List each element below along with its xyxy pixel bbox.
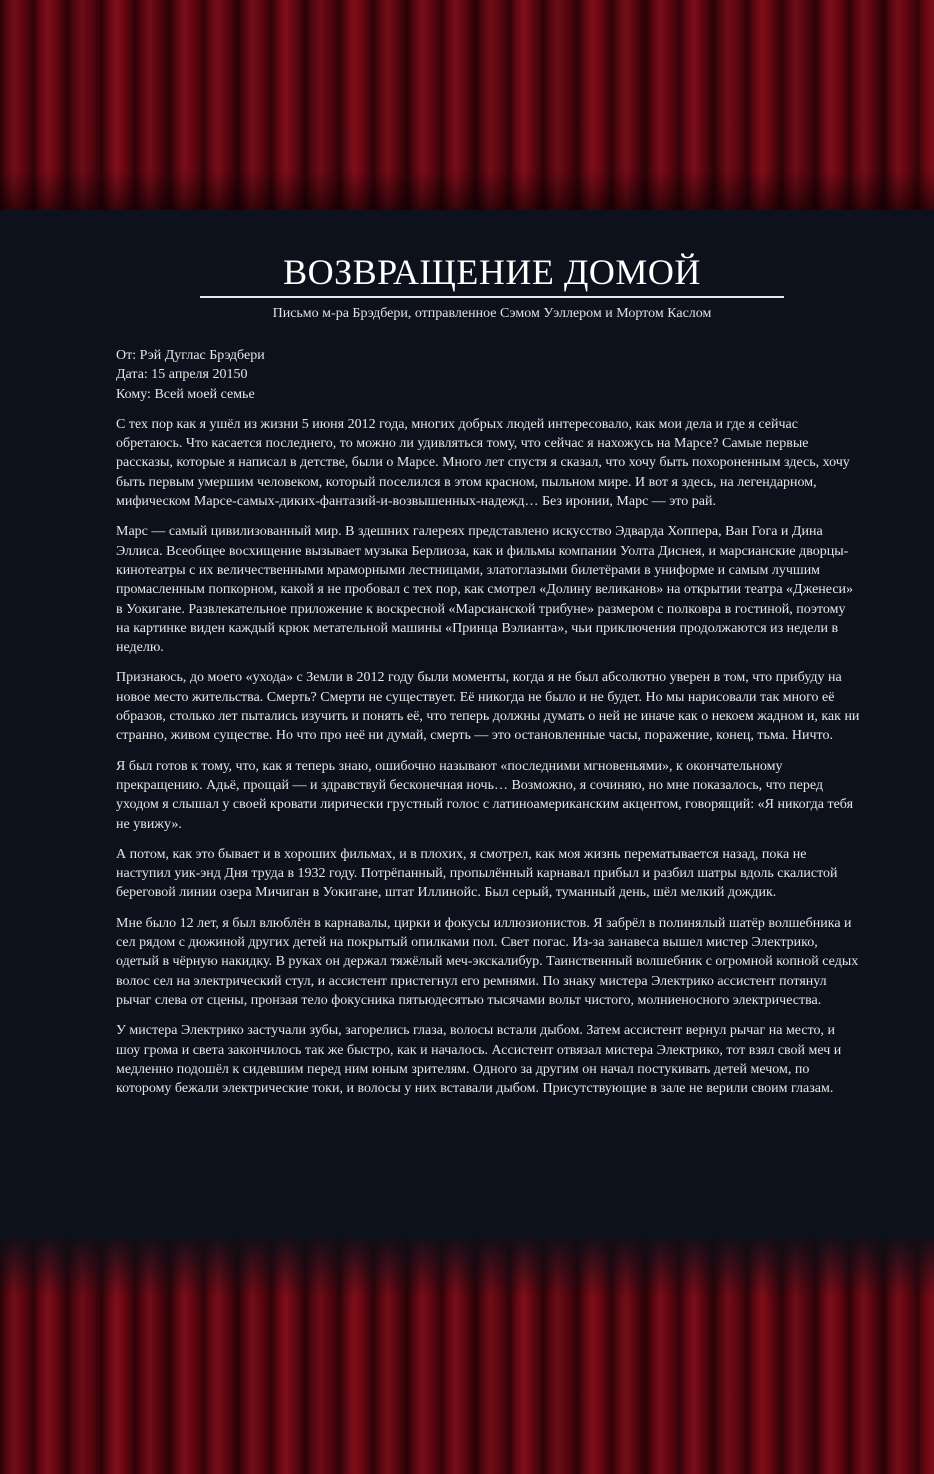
page-subtitle: Письмо м-ра Брэдбери, отправленное Сэмом Уэллером и Мортом Каслом <box>272 306 712 321</box>
title-divider <box>200 296 784 298</box>
paragraph-5: А потом, как это бывает и в хороших фильмах, и в плохих, я смотрел, как моя жизнь перематывается назад, пока не наступил уик-энд Дня труда в 1932 году. Потрёпанный, пропылённый карнавал прибыл и разбил шатры вдоль скалистой береговой линии озера Мичиган в Уокигане, штат Иллинойс. Был серый, туманный день, шёл мелкий дождик. <box>116 846 838 901</box>
page-title: ВОЗВРАЩЕНИЕ ДОМОЙ <box>283 252 701 292</box>
paragraph-4: Я был готов к тому, что, как я теперь знаю, ошибочно называют «последними мгновеньями», к окончательному прекращению. Адьё, прощай — и здравствуй бесконечная ночь… Возможно, я сочиняю, но мне показалось, что перед уходом я слышал у своей кровати лирически грустный голос с латиноамериканским акцентом, говорящий: «Я никогда тебя не увижу». <box>116 758 854 832</box>
paragraph-1: С тех пор как я ушёл из жизни 5 июня 2012 года, многих добрых людей интересовало, как мои дела и где я сейчас обретаюсь. Что касается последнего, то можно ли удивляться тому, что сейчас я нахожусь на Марсе? Самые первые рассказы, которые я написал в детстве, были о Марсе. Много лет спустя я сказал, что хочу быть похороненным здесь, хочу быть первым умершим человеком, который поселился в этом красном, пыльном мире. И вот я здесь, на легендарном, мифическом Марсе-самых-диких-фантазий-и-возвышенных-надежд… Без иронии, Марс — это рай. <box>116 416 850 510</box>
letter-from: От: Рэй Дуглас Брэдбери <box>116 348 265 363</box>
paragraph-2: Марс — самый цивилизованный мир. В здешних галереях представлено искусство Эдварда Хоппера, Ван Гога и Дина Эллиса. Всеобщее восхищение вызывает музыка Берлиоза, как и фильмы компании Уолта Диснея, и марсианские дворцы-кинотеатры с их величественными мраморными лестницами, златоглазыми билетёрами в униформе и самым лучшим промасленным попкорном, какой я не пробовал с тех пор, как смотрел «Долину великанов» на открытии театра «Дженеси» в Уокигане. Развлекательное приложение к воскресной «Марсианской трибуне» размером с полковра в гостиной, поэтому на картинке виден каждый крюк метательной машины «Принца Вэлианта», чьи приключения продолжаются из недели в неделю. <box>116 524 854 656</box>
paragraph-6: Мне было 12 лет, я был влюблён в карнавалы, цирки и фокусы иллюзионистов. Я забрёл в полинялый шатёр волшебника и сел рядом с дюжиной других детей на покрытый опилками пол. Свет погас. Из-за занавеса вышел мистер Электрико, одетый в чёрную накидку. В руках он держал тяжёлый меч-экскалибур. Таинственный волшебник с огромной копной седых волос сел на электрический стул, и ассистент пристегнул его ремнями. По знаку мистера Электрико ассистент потянул рычаг слева от сцены, пронзая тело фокусника пятьюдесятью тысячами вольт чистого, молниеносного электричества. <box>116 915 859 1008</box>
letter-date: Дата: 15 апреля 20150 <box>116 367 248 383</box>
curtain-top-image <box>0 0 934 210</box>
letter-header <box>116 346 862 404</box>
letter-to: Кому: Всей моей семье <box>116 386 255 402</box>
letter-body <box>116 346 862 1109</box>
curtain-bottom-image <box>0 1238 934 1474</box>
paragraph-7: У мистера Электрико застучали зубы, загорелись глаза, волосы встали дыбом. Затем ассистент вернул рычаг на место, и шоу грома и света закончилось так же быстро, как и началось. Ассистент отвязал мистера Электрико, тот взял свой меч и медленно подошёл к сидевшим перед ним юным зрителям. Одного за другим он начал постукивать детей мечом, по которому бежали электрические токи, и волосы у них вставали дыбом. Присутствующие в зале не верили своим глазам. <box>116 1023 842 1097</box>
paragraph-3: Признаюсь, до моего «ухода» с Земли в 2012 году были моменты, когда я не был абсолютно уверен в том, что прибуду на новое место жительства. Смерть? Смерти не существует. Её никогда не было и не будет. Но мы нарисовали так много её образов, столько лет пытались изучить и понять её, что теперь должны думать о ней не иначе как о некоем жадном и, как ни странно, живом существе. Но что про неё ни думай, смерть — это остановленные часы, поражение, конец, тьма. Ничто. <box>116 670 860 744</box>
